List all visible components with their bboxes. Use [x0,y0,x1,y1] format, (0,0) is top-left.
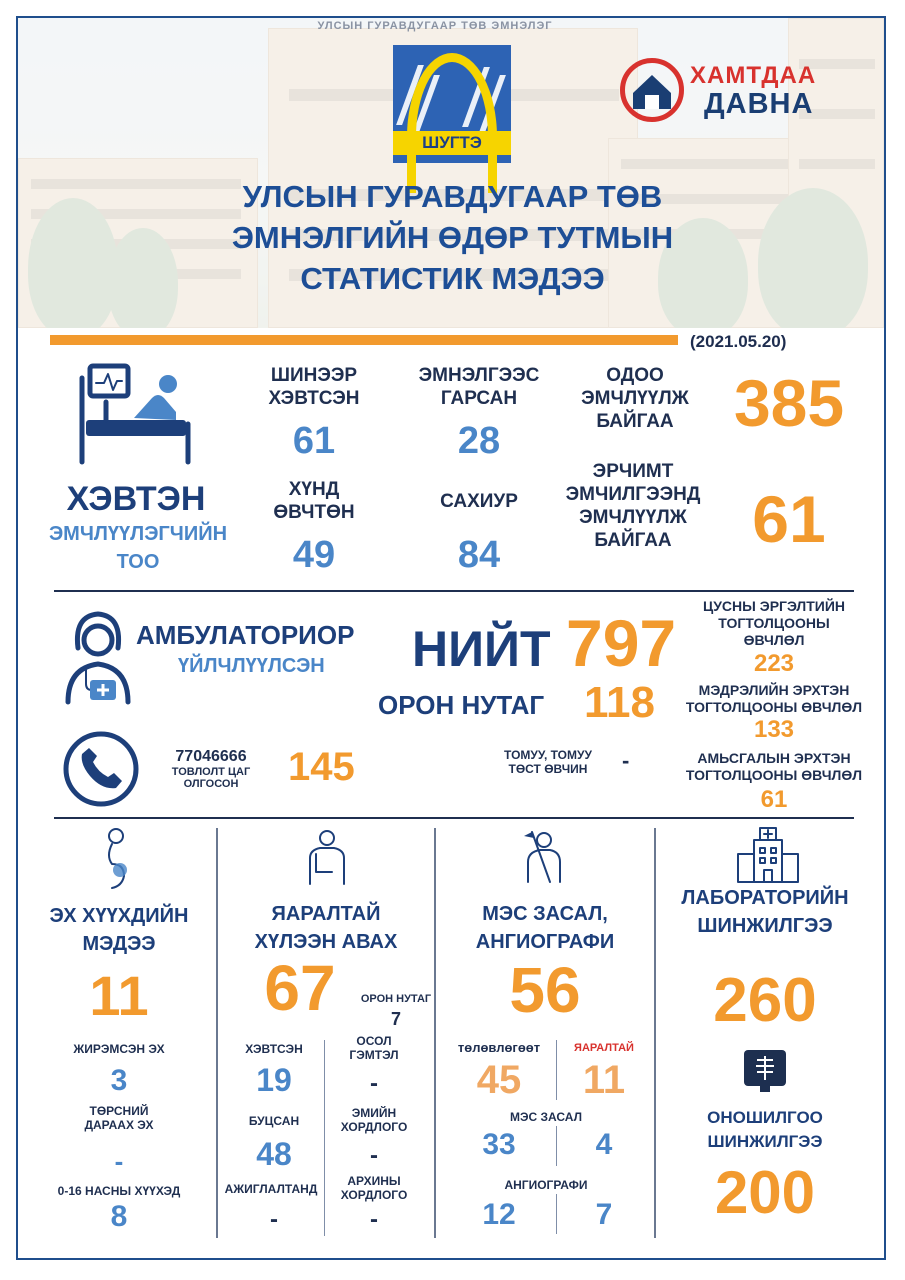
surgery-title: МЭС ЗАСАЛ, АНГИОГРАФИ [475,903,615,953]
surgery-total: 56 [509,954,581,1026]
severe-patients-value: 49 [292,534,336,576]
lab-title: ЛАБОРАТОРИЙН ШИНЖИЛГЭЭ [681,887,849,937]
new-admissions-label: ШИНЭЭР ХЭВТСЭН [268,365,360,409]
maternal-total: 11 [89,964,149,1027]
hospital-logo [393,45,511,163]
outpatient-title: АМБУЛАТОРИОР [136,620,355,650]
phone-icon [62,730,140,808]
returned-label: БУЦСАН [248,1114,300,1128]
icu-label: ЭРЧИМТ ЭМЧИЛГЭЭНД ЭМЧЛҮҮЛЖ БАЙГАА [565,461,701,551]
house-icon [620,58,684,122]
diabetes-label: САХИУР [440,491,518,512]
hospital-bed-icon [76,362,194,470]
inner-divider [556,1194,557,1234]
logo-text: ШУГТЭ [393,131,511,155]
surgery-planned-value: 33 [482,1128,516,1161]
outpatient-total-value: 797 [566,606,677,680]
alcohol-poisoning-label: АРХИНЫ ХОРДЛОГО [340,1174,408,1202]
discharged-value: 28 [457,420,501,462]
report-date: (2021.05.20) [690,332,787,351]
outpatient-total-label: НИЙТ [412,621,551,677]
surgeon-icon [520,828,570,886]
emergency-total: 67 [264,952,336,1024]
maternal-title: ЭХ ХҮҮХДИЙН МЭДЭЭ [49,905,189,955]
outpatient-subtitle: ҮЙЛЧЛҮҮЛСЭН [178,655,325,677]
planned-label: төлөвлөгөөт [457,1040,541,1055]
circulatory-label: ЦУСНЫ ЭРГЭЛТИЙН ТОГТОЛЦООНЫ ӨВЧЛӨЛ [702,598,846,648]
phone-label: ТОВЛОЛТ ЦАГ ОЛГОСОН [171,766,251,790]
emergency-title: ЯАРАЛТАЙ ХҮЛЭЭН АВАХ [254,903,398,953]
drug-poisoning-label: ЭМИЙН ХОРДЛОГО [340,1106,408,1134]
page-title-line-3: СТАТИСТИК МЭДЭЭ [300,261,605,296]
injured-patient-icon [302,828,352,886]
angiography-planned-value: 12 [482,1198,516,1231]
surgery-urgent-value: 4 [595,1128,613,1161]
inpatient-subtitle-2: ТОО [116,551,160,573]
alcohol-poisoning-value: - [370,1206,378,1233]
angiography-urgent-value: 7 [595,1198,613,1231]
badge-line-2: ДАВНА [704,88,814,120]
observation-label: АЖИГЛАЛТАНД [224,1182,318,1196]
returned-value: 48 [256,1136,292,1172]
inpatient-title: ХЭВТЭН [66,480,206,518]
column-divider [654,828,656,1238]
flu-label: ТОМУУ, ТОМУУ ТӨСТ ӨВЧИН [504,748,592,776]
column-divider [434,828,436,1238]
doctor-icon [60,610,136,706]
campaign-badge [620,56,838,126]
current-patients-label: ОДОО ЭМЧЛҮҮЛЖ БАЙГАА [581,365,689,432]
postpartum-label: ТӨРСНИЙ ДАРААХ ЭХ [84,1104,154,1132]
severe-patients-label: ХҮНД ӨВЧТӨН [273,479,355,523]
diabetes-value: 84 [457,534,501,576]
pregnant-mothers-label: ЖИРЭМСЭН ЭХ [73,1042,165,1056]
circulatory-value: 223 [753,650,795,677]
admitted-label: ХЭВТСЭН [245,1042,303,1056]
neuro-label: МЭДРЭЛИЙН ЭРХТЭН ТОГТОЛЦООНЫ ӨВЧЛӨЛ [685,682,863,715]
postpartum-value: - [114,1146,124,1176]
hospital-building-icon [734,826,802,884]
column-divider [216,828,218,1238]
urgent-label: ЯАРАЛТАЙ [574,1042,634,1054]
section-divider [54,590,854,592]
lab-value: 260 [713,966,817,1035]
injury-value: - [370,1070,378,1097]
outpatient-rural-value: 118 [584,678,655,727]
flu-value: - [622,748,630,773]
building-sign: УЛСЫН ГУРАВДУГААР ТӨВ ЭМНЭЛЭГ [317,20,553,32]
inpatient-subtitle-1: ЭМЧЛҮҮЛЭГЧИЙН [48,523,228,545]
neuro-value: 133 [753,716,795,743]
drug-poisoning-value: - [370,1142,378,1169]
pregnant-woman-icon [90,826,142,892]
respiratory-value: 61 [760,786,788,813]
section-divider [54,817,854,819]
inner-divider [556,1040,557,1100]
emergency-rural-label: ОРОН НУТАГ [360,993,432,1005]
page-title-line-2: ЭМНЭЛГИЙН ӨДӨР ТУТМЫН [231,220,674,255]
respiratory-label: АМЬСГАЛЫН ЭРХТЭН ТОГТОЛЦООНЫ ӨВЧЛӨЛ [685,750,863,783]
pregnant-mothers-value: 3 [110,1064,128,1097]
page-title-line-1: УЛСЫН ГУРАВДУГААР ТӨВ [242,179,663,214]
discharged-label: ЭМНЭЛГЭЭС ГАРСАН [418,365,540,409]
phone-value: 145 [288,745,355,789]
observation-value: - [270,1206,278,1233]
xray-monitor-icon [740,1046,790,1096]
angiography-label: АНГИОГРАФИ [504,1178,588,1192]
planned-value: 45 [476,1058,522,1102]
current-patients-value: 385 [733,366,845,440]
accent-bar [50,335,678,345]
admitted-value: 19 [256,1062,292,1098]
badge-line-1: ХАМТДАА [690,62,817,89]
emergency-rural-value: 7 [390,1009,401,1029]
children-value: 8 [110,1200,128,1233]
icu-value: 61 [752,482,826,556]
children-label: 0-16 НАСНЫ ХҮҮХЭД [57,1184,181,1198]
inner-divider [556,1126,557,1166]
phone-number: 77046666 [175,748,247,765]
urgent-value: 11 [582,1058,626,1102]
new-admissions-value: 61 [292,420,336,462]
diagnostics-label: ОНОШИЛГОО ШИНЖИЛГЭЭ [707,1108,823,1151]
outpatient-rural-label: ОРОН НУТАГ [378,690,545,720]
inner-divider [324,1040,325,1236]
diagnostics-value: 200 [714,1159,816,1226]
surgery-label: МЭС ЗАСАЛ [509,1110,583,1124]
injury-label: ОСОЛ ГЭМТЭЛ [349,1034,399,1062]
